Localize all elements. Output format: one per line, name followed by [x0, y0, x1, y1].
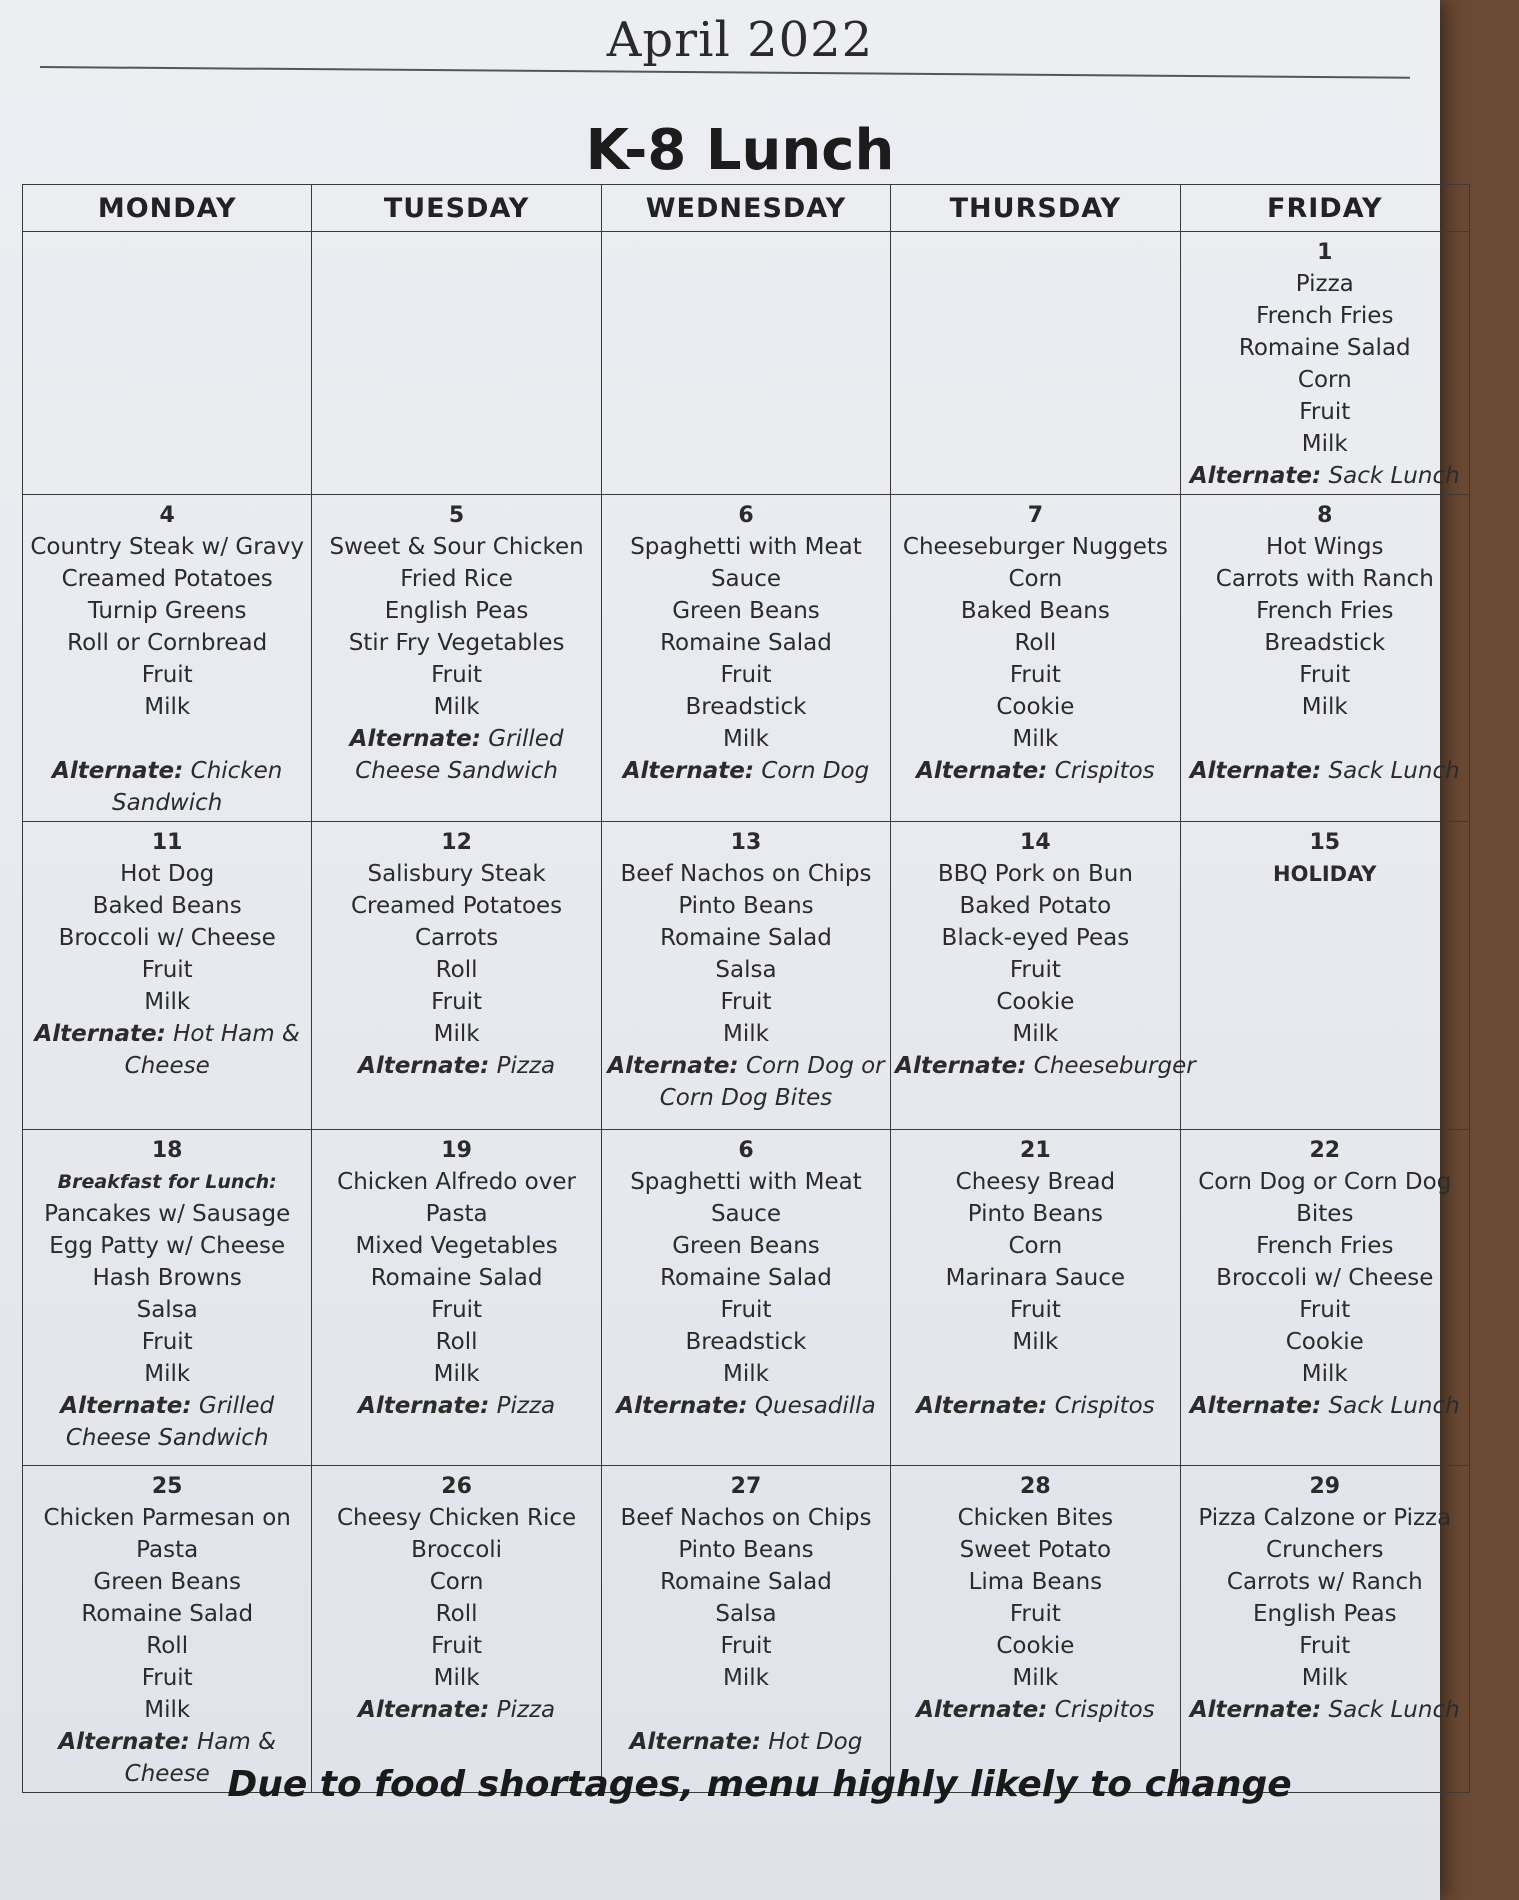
- alternate-option: [1185, 1694, 1465, 1726]
- menu-item: Pancakes w/ Sausage: [44, 1201, 291, 1227]
- weekday-header-friday: FRIDAY: [1180, 185, 1469, 232]
- menu-item: Broccoli w/ Cheese: [58, 925, 276, 951]
- menu-item: Pinto Beans: [678, 893, 814, 919]
- menu-item: Romaine Salad: [370, 1265, 543, 1291]
- menu-item: Cheesy Chicken Rice: [336, 1505, 577, 1531]
- menu-item: Fruit: [431, 662, 483, 688]
- alternate-option: [316, 1694, 596, 1726]
- alternate-value: Sack Lunch: [1328, 463, 1460, 489]
- menu-item: Milk: [144, 1361, 191, 1387]
- menu-item: Roll: [435, 957, 478, 983]
- menu-item: Milk: [1301, 1665, 1348, 1691]
- alternate-value: Crispitos: [1054, 758, 1155, 784]
- menu-item: Milk: [144, 694, 191, 720]
- day-cell-monday: [23, 1466, 312, 1793]
- menu-item: Roll: [1014, 630, 1057, 656]
- day-number: 6: [738, 503, 754, 528]
- menu-subheading: Breakfast for Lunch:: [57, 1171, 277, 1193]
- alternate-value: Corn Dog or Corn Dog Bites: [659, 1053, 885, 1111]
- menu-item: Salsa: [136, 1297, 198, 1323]
- menu-item: Creamed Potatoes: [61, 566, 273, 592]
- menu-item: Milk: [1012, 1329, 1059, 1355]
- menu-item: Fruit: [720, 989, 772, 1015]
- menu-item: Cookie: [996, 1633, 1075, 1659]
- day-number: 15: [1309, 830, 1341, 855]
- menu-item: French Fries: [1256, 1233, 1394, 1259]
- day-number: 19: [441, 1138, 472, 1163]
- alternate-label: Alternate:: [358, 1053, 490, 1079]
- menu-item: Milk: [144, 1697, 191, 1723]
- menu-item: Stir Fry Vegetables: [348, 630, 565, 656]
- day-cell-friday: [1180, 232, 1469, 495]
- menu-item: Cheeseburger Nuggets: [902, 534, 1168, 560]
- alternate-option: [316, 1050, 596, 1082]
- alternate-option: [27, 1390, 307, 1454]
- alternate-option: [606, 755, 886, 787]
- menu-item: Roll or Cornbread: [67, 630, 268, 656]
- day-number: 12: [441, 830, 472, 855]
- day-cell-thursday: [891, 232, 1180, 495]
- weekday-header-wednesday: WEDNESDAY: [601, 185, 890, 232]
- menu-item: Milk: [1301, 694, 1348, 720]
- menu-item: Corn: [429, 1569, 484, 1595]
- weekday-header-row: [23, 185, 1470, 232]
- day-cell-friday: [1180, 495, 1469, 822]
- menu-item: Fruit: [141, 1329, 193, 1355]
- menu-item: Fruit: [1299, 399, 1351, 425]
- day-cell-tuesday: [312, 1130, 601, 1466]
- menu-item: Milk: [1012, 1021, 1059, 1047]
- menu-item: Beef Nachos on Chips: [620, 1505, 872, 1531]
- alternate-label: Alternate:: [1189, 1393, 1322, 1419]
- menu-item: Chicken Bites: [957, 1505, 1114, 1531]
- alternate-option: [895, 1694, 1175, 1726]
- alternate-value: Sack Lunch: [1328, 758, 1460, 784]
- alternate-value: Chicken Sandwich: [112, 758, 283, 816]
- day-cell-thursday: [891, 1130, 1180, 1466]
- day-number: 25: [151, 1474, 183, 1499]
- day-cell-monday: [23, 1130, 312, 1466]
- menu-item: Breadstick: [685, 694, 807, 720]
- alternate-option: [316, 723, 596, 787]
- alternate-option: [1185, 460, 1465, 492]
- alternate-label: Alternate:: [1189, 758, 1322, 784]
- day-number: 27: [730, 1474, 762, 1499]
- menu-item: Green Beans: [672, 1233, 820, 1259]
- alternate-label: Alternate:: [58, 1729, 190, 1755]
- alternate-value: Pizza: [496, 1697, 556, 1723]
- menu-item: Milk: [723, 1361, 769, 1387]
- lunch-calendar: [22, 184, 1470, 1793]
- menu-item: Sweet Potato: [959, 1537, 1112, 1563]
- menu-item: Fruit: [431, 1297, 483, 1323]
- menu-item: Milk: [433, 1021, 480, 1047]
- menu-item: Cookie: [996, 694, 1075, 720]
- menu-item: Romaine Salad: [660, 1265, 832, 1291]
- menu-item: Milk: [433, 1665, 480, 1691]
- cell-spacer: [606, 1694, 886, 1726]
- menu-item: Fruit: [720, 1297, 772, 1323]
- alternate-value: Cheeseburger: [1033, 1053, 1196, 1079]
- alternate-value: Quesadilla: [754, 1393, 876, 1419]
- menu-item: Country Steak w/ Gravy: [30, 534, 305, 560]
- alternate-option: [606, 1726, 886, 1758]
- menu-item: Black-eyed Peas: [941, 925, 1130, 951]
- day-number: 29: [1309, 1474, 1341, 1499]
- day-number: 5: [448, 503, 465, 528]
- menu-item: Fruit: [1299, 1633, 1351, 1659]
- weekday-header-thursday: THURSDAY: [891, 185, 1180, 232]
- alternate-option: [895, 1050, 1196, 1082]
- menu-item: Romaine Salad: [1238, 335, 1411, 361]
- alternate-value: Sack Lunch: [1328, 1697, 1460, 1723]
- alternate-label: Alternate:: [916, 1393, 1048, 1419]
- menu-item: Salisbury Steak: [367, 861, 546, 887]
- menu-item: Beef Nachos on Chips: [620, 861, 872, 887]
- menu-item: Corn: [1297, 367, 1352, 393]
- alternate-option: [606, 1050, 886, 1114]
- alternate-value: Pizza: [496, 1393, 556, 1419]
- alternate-option: [895, 755, 1175, 787]
- menu-item: Broccoli w/ Cheese: [1216, 1265, 1434, 1291]
- alternate-label: Alternate:: [1189, 1697, 1322, 1723]
- menu-item: Spaghetti with Meat Sauce: [630, 1169, 862, 1227]
- day-cell-wednesday: [601, 495, 890, 822]
- menu-item: Romaine Salad: [660, 925, 832, 951]
- day-cell-tuesday: [312, 822, 601, 1130]
- menu-item: Pinto Beans: [967, 1201, 1104, 1227]
- alternate-value: Corn Dog: [761, 758, 870, 784]
- menu-item: Fruit: [1299, 662, 1351, 688]
- day-cell-thursday: [891, 822, 1196, 1130]
- alternate-option: [316, 1390, 596, 1422]
- menu-item: Fruit: [1009, 1297, 1061, 1323]
- alternate-value: Crispitos: [1054, 1393, 1155, 1419]
- menu-item: BBQ Pork on Bun: [937, 861, 1133, 887]
- menu-item: Egg Patty w/ Cheese: [49, 1233, 286, 1259]
- day-number: 18: [151, 1138, 183, 1163]
- alternate-label: Alternate:: [616, 1393, 748, 1419]
- day-number: 11: [151, 830, 183, 855]
- menu-item: Milk: [433, 1361, 480, 1387]
- menu-item: Milk: [144, 989, 191, 1015]
- menu-item: Green Beans: [672, 598, 820, 624]
- alternate-value: Grilled Cheese Sandwich: [65, 1393, 275, 1451]
- day-cell-wednesday: [601, 1466, 890, 1793]
- day-cell-wednesday: [601, 822, 890, 1130]
- alternate-option: [27, 1018, 307, 1082]
- cell-spacer: [27, 723, 307, 755]
- menu-item: Pinto Beans: [678, 1537, 814, 1563]
- week-row: [23, 1130, 1470, 1466]
- menu-item: Creamed Potatoes: [350, 893, 563, 919]
- day-number: 22: [1309, 1138, 1341, 1163]
- menu-item: Fruit: [141, 1665, 193, 1691]
- menu-item: Broccoli: [411, 1537, 503, 1563]
- menu-item: Fruit: [1299, 1297, 1351, 1323]
- menu-item: French Fries: [1256, 303, 1394, 329]
- day-number: 14: [1020, 830, 1051, 855]
- week-row: [23, 822, 1470, 1130]
- menu-item: Sweet & Sour Chicken: [329, 534, 584, 560]
- day-cell-tuesday: [312, 1466, 601, 1793]
- menu-title: K-8 Lunch: [585, 118, 895, 183]
- menu-item: Spaghetti with Meat Sauce: [630, 534, 862, 592]
- month-heading: April 2022: [606, 12, 874, 68]
- alternate-label: Alternate:: [34, 1021, 166, 1047]
- day-number: 8: [1317, 503, 1333, 528]
- day-number: 6: [738, 1138, 754, 1163]
- week-row: [23, 1466, 1470, 1793]
- alternate-option: [895, 1390, 1175, 1422]
- day-cell-friday: [1180, 1466, 1469, 1793]
- cell-spacer: [1185, 723, 1465, 755]
- day-cell-tuesday: [312, 495, 601, 822]
- menu-item: Fruit: [431, 1633, 483, 1659]
- shortage-notice: Due to food shortages, menu highly likely to change: [227, 1764, 1292, 1805]
- alternate-value: Crispitos: [1054, 1697, 1155, 1723]
- menu-item: Milk: [433, 694, 480, 720]
- menu-item: Hot Dog: [120, 861, 215, 887]
- menu-item: Fruit: [720, 662, 772, 688]
- alternate-label: Alternate:: [349, 726, 481, 752]
- menu-item: Baked Beans: [92, 893, 242, 919]
- menu-item: Romaine Salad: [660, 630, 832, 656]
- alternate-option: [606, 1390, 886, 1422]
- menu-item: Fruit: [1009, 1601, 1061, 1627]
- menu-item: Corn Dog or Corn Dog Bites: [1198, 1169, 1452, 1227]
- day-cell-friday: [1180, 1130, 1469, 1466]
- alternate-label: Alternate:: [358, 1697, 490, 1723]
- alternate-label: Alternate:: [622, 758, 755, 784]
- menu-item: Corn: [1008, 566, 1063, 592]
- menu-item: Chicken Parmesan on Pasta: [43, 1505, 291, 1563]
- menu-item: Milk: [1012, 726, 1059, 752]
- menu-item: Fruit: [1009, 662, 1061, 688]
- weekday-header-tuesday: TUESDAY: [312, 185, 601, 232]
- menu-item: Breadstick: [1264, 630, 1386, 656]
- day-cell-wednesday: [601, 1130, 890, 1466]
- alternate-label: Alternate:: [916, 1697, 1048, 1723]
- day-cell-thursday: [891, 1466, 1180, 1793]
- menu-item: Carrots: [414, 925, 499, 951]
- alternate-label: Alternate:: [52, 758, 184, 784]
- alternate-value: Sack Lunch: [1328, 1393, 1460, 1419]
- menu-item: Romaine Salad: [81, 1601, 254, 1627]
- cell-spacer: [895, 1358, 1175, 1390]
- alternate-option: [1185, 755, 1465, 787]
- menu-item: Milk: [1301, 431, 1348, 457]
- menu-item: Turnip Greens: [87, 598, 247, 624]
- day-number: 26: [441, 1474, 472, 1499]
- alternate-label: Alternate:: [607, 1053, 739, 1079]
- day-number: 7: [1027, 503, 1044, 528]
- alternate-option: [27, 755, 307, 819]
- alternate-label: Alternate:: [895, 1053, 1027, 1079]
- day-cell-wednesday: [601, 232, 890, 495]
- alternate-label: Alternate:: [629, 1729, 761, 1755]
- menu-item: Pizza Calzone or Pizza Crunchers: [1198, 1505, 1452, 1563]
- menu-item: Mixed Vegetables: [355, 1233, 558, 1259]
- day-cell-monday: [23, 495, 312, 822]
- menu-item: Breadstick: [685, 1329, 807, 1355]
- menu-item: Fruit: [141, 957, 193, 983]
- day-cell-thursday: [891, 495, 1180, 822]
- day-number: 4: [159, 503, 175, 528]
- menu-item: English Peas: [384, 598, 529, 624]
- calendar-body: [23, 232, 1470, 1793]
- menu-item: Milk: [723, 726, 769, 752]
- menu-item: Cheesy Bread: [955, 1169, 1116, 1195]
- alternate-value: Grilled Cheese Sandwich: [355, 726, 564, 784]
- menu-item: Chicken Alfredo over Pasta: [337, 1169, 576, 1227]
- menu-item: Fried Rice: [400, 566, 513, 592]
- menu-item: Fruit: [431, 989, 483, 1015]
- menu-item: Hash Browns: [92, 1265, 242, 1291]
- menu-item: Roll: [146, 1633, 189, 1659]
- day-cell-tuesday: [312, 232, 601, 495]
- alternate-option: [1185, 1390, 1465, 1422]
- alternate-value: Ham & Cheese: [124, 1729, 277, 1787]
- day-cell-monday: [23, 232, 312, 495]
- alternate-value: Hot Ham & Cheese: [124, 1021, 300, 1079]
- menu-item: Hot Wings: [1266, 534, 1384, 560]
- menu-item: French Fries: [1256, 598, 1394, 624]
- menu-item: Fruit: [720, 1633, 772, 1659]
- menu-item: Roll: [435, 1329, 478, 1355]
- menu-item: Salsa: [715, 1601, 777, 1627]
- menu-item: Corn: [1008, 1233, 1063, 1259]
- menu-item: Fruit: [141, 662, 193, 688]
- menu-item: Pizza: [1295, 271, 1354, 297]
- alternate-value: Pizza: [496, 1053, 556, 1079]
- menu-item: Milk: [1301, 1361, 1348, 1387]
- menu-item: Baked Beans: [960, 598, 1110, 624]
- menu-item: Milk: [723, 1665, 769, 1691]
- menu-item: Roll: [435, 1601, 478, 1627]
- menu-item: Fruit: [1009, 957, 1061, 983]
- menu-item: Milk: [1012, 1665, 1059, 1691]
- menu-item: Carrots w/ Ranch: [1226, 1569, 1423, 1595]
- menu-item: Green Beans: [93, 1569, 241, 1595]
- menu-item: Carrots with Ranch: [1215, 566, 1434, 592]
- menu-item: Romaine Salad: [660, 1569, 832, 1595]
- weekday-header-monday: MONDAY: [23, 185, 312, 232]
- menu-item: Salsa: [715, 957, 777, 983]
- day-cell-friday: [1180, 822, 1469, 1130]
- alternate-label: Alternate:: [60, 1393, 192, 1419]
- holiday-label: HOLIDAY: [1273, 862, 1377, 886]
- day-number: 28: [1020, 1474, 1051, 1499]
- day-number: 1: [1317, 240, 1333, 265]
- menu-item: Cookie: [1285, 1329, 1364, 1355]
- menu-item: Baked Potato: [959, 893, 1112, 919]
- menu-item: English Peas: [1252, 1601, 1397, 1627]
- alternate-label: Alternate:: [916, 758, 1048, 784]
- week-row: [23, 232, 1470, 495]
- week-row: [23, 495, 1470, 822]
- day-cell-monday: [23, 822, 312, 1130]
- menu-item: Lima Beans: [968, 1569, 1103, 1595]
- menu-item: Milk: [723, 1021, 769, 1047]
- alternate-label: Alternate:: [358, 1393, 490, 1419]
- menu-item: Cookie: [996, 989, 1075, 1015]
- alternate-value: Hot Dog: [768, 1729, 863, 1755]
- alternate-label: Alternate:: [1189, 463, 1322, 489]
- day-number: 21: [1020, 1138, 1051, 1163]
- day-number: 13: [730, 830, 762, 855]
- menu-item: Marinara Sauce: [945, 1265, 1126, 1291]
